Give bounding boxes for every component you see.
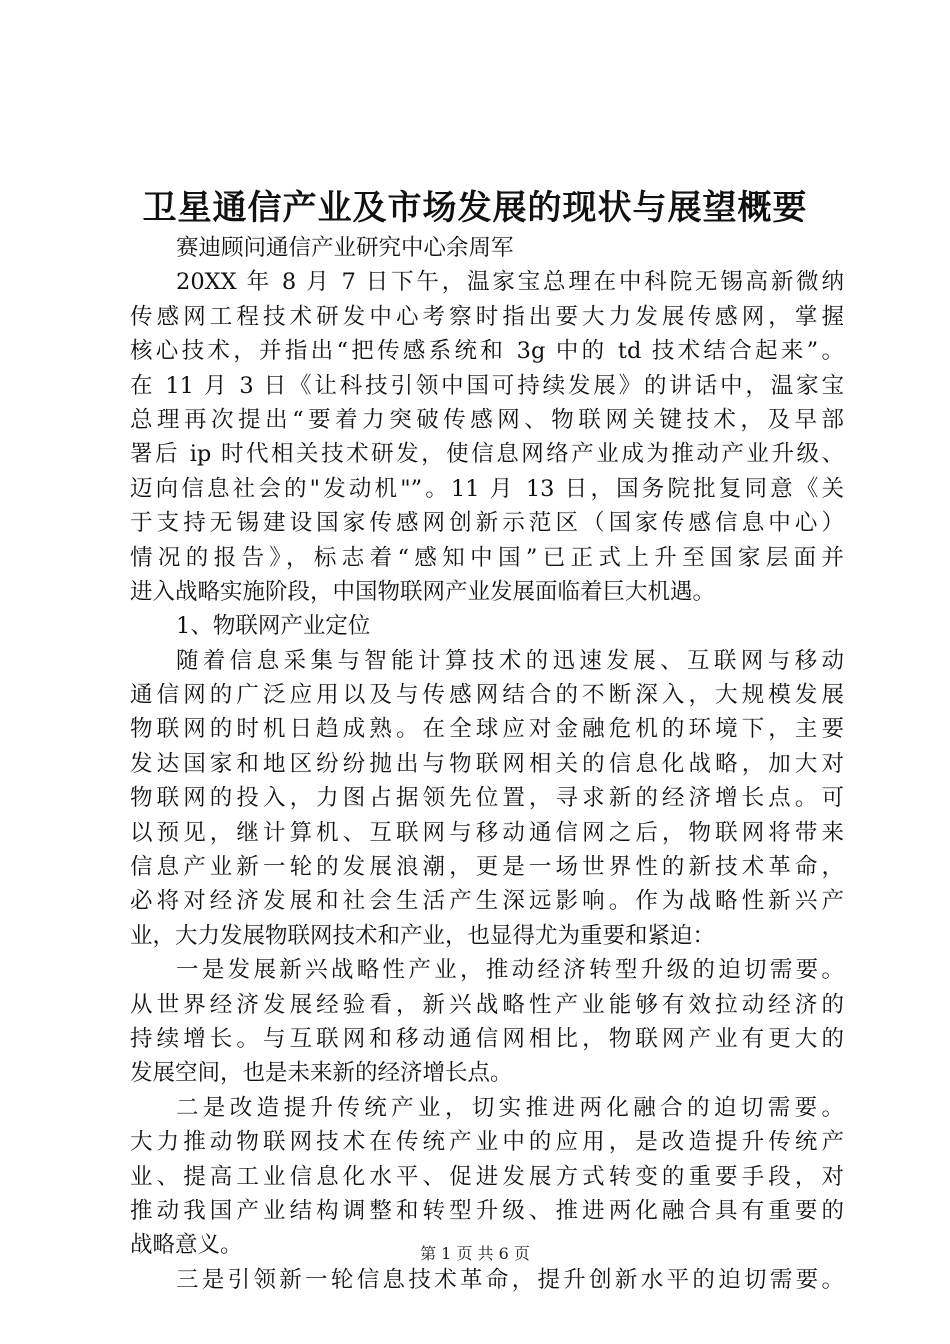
body-line: 大力推动物联网技术在传统产业中的应用，是改造提升传统产 <box>130 1129 844 1156</box>
body-line: 物联网的投入，力图占据领先位置，寻求新的经济增长点。可 <box>130 785 844 812</box>
body-line: 发展空间，也是未来新的经济增长点。 <box>130 1060 513 1087</box>
body-line: 署后 ip 时代相关技术研发，使信息网络产业成为推动产业升级、 <box>130 441 844 468</box>
body-line: 传感网工程技术研发中心考察时指出要大力发展传感网，掌握 <box>130 303 844 330</box>
body-line: 从世界经济发展经验看，新兴战略性产业能够有效拉动经济的 <box>130 991 844 1018</box>
body-line: 随着信息采集与智能计算技术的迅速发展、互联网与移动 <box>176 647 844 674</box>
body-line: 物联网的时机日趋成熟。在全球应对金融危机的环境下，主要 <box>130 716 844 743</box>
document-body <box>130 231 844 1297</box>
body-line: 于支持无锡建设国家传感网创新示范区（国家传感信息中心） <box>130 510 844 537</box>
body-line: 战略意义。 <box>130 1232 243 1259</box>
body-line: 迈向信息社会的"发动机"”。11 月 13 日，国务院批复同意《关 <box>130 475 844 502</box>
body-line: 1、物联网产业定位 <box>176 613 371 640</box>
body-line: 赛迪顾问通信产业研究中心余周军 <box>176 235 514 261</box>
body-line: 情况的报告》，标志着“感知中国”已正式上升至国家层面并 <box>130 544 844 571</box>
body-line: 三是引领新一轮信息技术革命，提升创新水平的迫切需要。 <box>176 1266 844 1293</box>
body-line: 在 11 月 3 日《让科技引领中国可持续发展》的讲话中，温家宝 <box>130 372 844 399</box>
body-line: 信息产业新一轮的发展浪潮，更是一场世界性的新技术革命， <box>130 854 844 881</box>
body-line: 持续增长。与互联网和移动通信网相比，物联网产业有更大的 <box>130 1025 844 1052</box>
body-line: 业、提高工业信息化水平、促进发展方式转变的重要手段，对 <box>130 1163 844 1190</box>
body-line: 推动我国产业结构调整和转型升级、推进两化融合具有重要的 <box>130 1197 844 1224</box>
body-line: 通信网的广泛应用以及与传感网结合的不断深入，大规模发展 <box>130 682 844 709</box>
body-line: 20XX 年 8 月 7 日下午，温家宝总理在中科院无锡高新微纳 <box>176 269 844 296</box>
body-line: 发达国家和地区纷纷抛出与物联网相关的信息化战略，加大对 <box>130 750 844 777</box>
body-line: 以预见，继计算机、互联网与移动通信网之后，物联网将带来 <box>130 819 844 846</box>
body-line: 业，大力发展物联网技术和产业，也显得尤为重要和紧迫： <box>130 922 716 949</box>
body-line: 进入战略实施阶段，中国物联网产业发展面临着巨大机遇。 <box>130 578 716 605</box>
body-line: 核心技术，并指出“把传感系统和 3g 中的 td 技术结合起来”。 <box>130 338 844 365</box>
body-line: 二是改造提升传统产业，切实推进两化融合的迫切需要。 <box>176 1094 844 1121</box>
body-line: 一是发展新兴战略性产业，推动经济转型升级的迫切需要。 <box>176 957 844 984</box>
page-footer: 第 1 页 共 6 页 <box>420 1244 530 1263</box>
document-title: 卫星通信产业及市场发展的现状与展望概要 <box>142 188 808 228</box>
body-line: 必将对经济发展和社会生活产生深远影响。作为战略性新兴产 <box>130 888 844 915</box>
body-line: 总理再次提出“要着力突破传感网、物联网关键技术，及早部 <box>130 406 844 433</box>
